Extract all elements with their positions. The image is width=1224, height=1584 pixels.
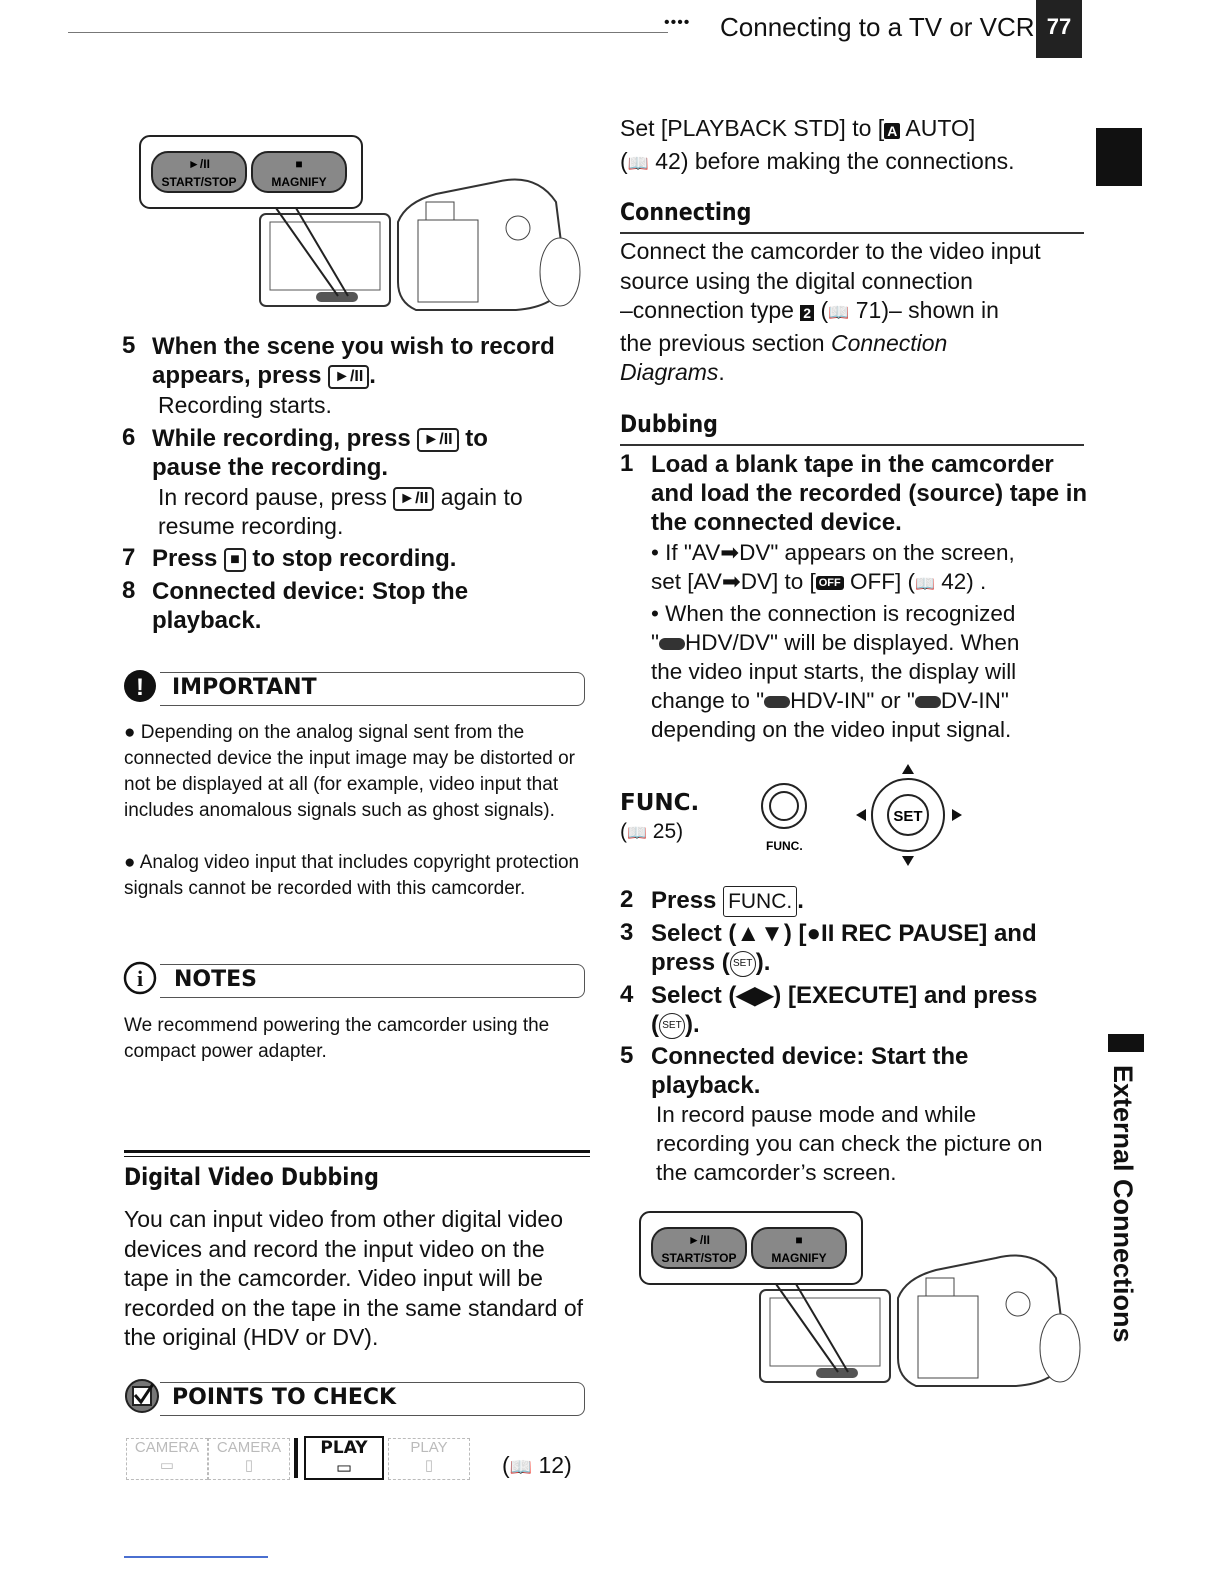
points-header <box>160 1382 585 1416</box>
mode-play-tape: PLAY ▭ <box>304 1436 384 1480</box>
step-number: 3 <box>620 919 634 946</box>
joystick-icon <box>850 760 970 870</box>
notes-text: We recommend powering the camcorder using the compact power adapter. <box>124 1015 550 1062</box>
sub-line: the camcorder’s screen. <box>656 1160 897 1185</box>
bullet-1c: OFF] ( <box>843 569 915 594</box>
bullet-1b: set [AV➡DV] to [ <box>651 569 816 594</box>
important-glyph: ! <box>136 674 144 701</box>
bullet-2d: the video input starts, the display will <box>651 659 1017 684</box>
important-icon <box>122 666 164 708</box>
step-6-sub <box>158 483 578 541</box>
step-text: Connected device: Start the <box>651 1043 969 1070</box>
bullet-1-ref: 42 <box>941 569 967 594</box>
step-text: When the scene you wish to record appears, press <box>152 333 555 389</box>
conn-line-5i: Diagrams <box>620 359 719 385</box>
dvd-title: Digital Video Dubbing <box>124 1163 379 1191</box>
bullet-2a: • When the connection is recognized <box>651 601 1016 626</box>
btn-start-stop-label: START/STOP <box>161 175 237 189</box>
sub-line: recording you can check the picture on <box>656 1131 1043 1156</box>
set-button-icon: SET <box>730 951 756 977</box>
step-text-end: to pause the recording. <box>152 425 488 481</box>
bullet-2b: " <box>651 630 659 655</box>
step-text-end: . <box>369 362 376 389</box>
step-number: 7 <box>122 544 136 571</box>
btn-start-stop-top: ►/II <box>688 1233 710 1247</box>
important-item-text: Depending on the analog signal sent from the connected device the input image may be distorted or not be displayed at all (for example, video input that includes anomalous signals such as ghost signals). <box>124 722 575 821</box>
bullet-2h: depending on the video input signal. <box>651 717 1012 742</box>
connecting-text: Connect the camcorder to the video input source using the digital connection –connection type 2 (📖 71)– shown in the previous section Connection Diagrams. <box>620 238 1041 385</box>
conn-line-1: Connect the camcorder to the video input <box>620 238 1041 264</box>
step-text-b: ( <box>651 1011 659 1038</box>
bullet-1d: ) . <box>966 569 987 594</box>
section-rule-heavy <box>124 1150 590 1153</box>
stop-key: ■ <box>224 548 246 572</box>
step-text-c: ). <box>685 1011 700 1038</box>
header-title: Connecting to a TV or VCR <box>720 12 1035 42</box>
step-text: Select (◀▶) [EXECUTE] and press <box>651 982 1038 1009</box>
intro-a: Set [PLAYBACK STD] to [ <box>620 115 885 141</box>
intro-b: AUTO] <box>900 115 976 141</box>
step-text: Connected device: Stop the playback. <box>152 578 469 634</box>
camcorder-illustration-bottom <box>636 1208 1086 1398</box>
connecting-title: Connecting <box>620 198 752 226</box>
conn-line-4i: Connection <box>830 329 948 356</box>
side-marker-top <box>1096 128 1142 186</box>
step-number: 1 <box>620 450 634 477</box>
conn-line-3c: )– shown in <box>881 297 999 323</box>
btn-start-stop-label: START/STOP <box>661 1251 737 1265</box>
dub-step-5-sub <box>656 1100 1096 1187</box>
sub-text: In record pause, press <box>158 484 394 510</box>
intro-text: Set [PLAYBACK STD] to [ A AUTO] (📖 42) before making the connections. <box>620 115 1015 174</box>
step-number: 2 <box>620 886 634 913</box>
conn-line-2: source using the digital connection <box>620 267 973 294</box>
dub-bullets: • If "AV➡DV" appears on the screen, set [AV➡DV] to [ OFF OFF] (📖 42) . • When the connection is recognized " HDV/DV" will be displayed. When the video input starts, the display will change to " HDV-IN" or " DV-IN" depending on the video input signal. <box>651 540 1020 742</box>
step-text: Select (▲▼) [●II REC PAUSE] and <box>651 920 1037 947</box>
side-marker-mid <box>1108 1034 1144 1052</box>
mode-label: PLAY <box>410 1439 448 1456</box>
intro-ref: 42 <box>655 147 681 174</box>
bullet-2g: DV-IN" <box>940 688 1009 713</box>
step-text-end: to stop recording. <box>245 545 457 572</box>
hdv-icon <box>659 638 685 650</box>
play-pause-key: ►/II <box>393 487 434 511</box>
set-button-icon: SET <box>659 1013 685 1039</box>
notes-icon <box>122 958 164 1000</box>
step-5-sub: Recording starts. <box>158 392 332 418</box>
notes-label: NOTES <box>174 967 257 992</box>
intro-d: ) before making the connections. <box>680 147 1015 174</box>
step-number: 4 <box>620 981 634 1008</box>
func-ref-number: 25 <box>652 820 677 843</box>
step-number: 5 <box>620 1042 634 1069</box>
sub-text-end: again to resume recording. <box>158 484 523 539</box>
important-item-2: ● Analog video input that includes copyright protection signals cannot be recorded with this camcorder. <box>124 852 580 899</box>
step-text-c: ). <box>755 949 771 976</box>
mode-label: PLAY <box>320 1438 368 1458</box>
btn-magnify-label: MAGNIFY <box>771 1251 827 1265</box>
mode-camera-card: CAMERA ▯ <box>208 1438 290 1480</box>
step-text-b: playback. <box>651 1072 761 1099</box>
important-label: IMPORTANT <box>172 675 317 700</box>
auto-icon: A <box>884 123 900 139</box>
bullet-2f: HDV-IN" or " <box>790 688 915 713</box>
off-icon: OFF <box>816 576 844 590</box>
points-ref-number: 12 <box>538 1452 565 1478</box>
mode-label: CAMERA <box>134 1439 200 1456</box>
step-text: Load a blank tape in the camcorder and load the recorded (source) tape in the connected device. <box>651 451 1088 536</box>
connecting-rule <box>620 232 1084 234</box>
btn-magnify-top: ■ <box>795 1233 803 1247</box>
btn-start-stop-top: ►/II <box>188 157 210 171</box>
points-icon <box>122 1376 164 1418</box>
dubbing-rule <box>620 444 1084 446</box>
conn-line-3a: –connection type <box>620 297 801 323</box>
important-item-1: ● Depending on the analog signal sent from the connected device the input image may be distorted or not be displayed at all (for example, video input that includes anomalous signals such as ghost signals). <box>124 722 575 821</box>
page-number: 77 <box>1036 0 1082 58</box>
step-number: 8 <box>122 577 136 604</box>
mode-play-card: PLAY ▯ <box>388 1438 470 1480</box>
hdv-icon <box>915 696 941 708</box>
mode-label: CAMERA <box>216 1439 282 1456</box>
step-text-b: press ( <box>651 949 730 976</box>
step-number: 6 <box>122 424 136 451</box>
sub-line: In record pause mode and while <box>656 1102 977 1127</box>
conn-line-3b: ( <box>814 297 829 323</box>
set-label: SET <box>893 808 923 825</box>
bullet-2c: HDV/DV" will be displayed. When <box>685 630 1020 655</box>
header-rule <box>68 32 668 33</box>
btn-magnify-label: MAGNIFY <box>271 175 327 189</box>
conn-line-4a: the previous section <box>620 329 831 356</box>
func-key: FUNC. <box>723 886 797 917</box>
notes-glyph: i <box>136 966 144 991</box>
conn-line-5b: . <box>718 359 725 385</box>
points-label: POINTS TO CHECK <box>172 1385 397 1410</box>
bullet-2e: change to " <box>651 688 765 713</box>
camcorder-illustration-top <box>136 132 586 322</box>
func-ref: (📖 25) <box>620 820 684 843</box>
notes-header <box>160 964 585 998</box>
step-text: While recording, press <box>152 425 418 452</box>
hdv-icon <box>764 696 790 708</box>
side-tab <box>1104 1065 1144 1385</box>
important-item-text: Analog video input that includes copyright protection signals cannot be recorded with this camcorder. <box>124 852 580 899</box>
step-text-end: . <box>797 887 804 914</box>
conn-ref: 71 <box>855 297 882 323</box>
func-button-icon <box>744 766 814 856</box>
side-tab-label: External Connections <box>1108 1065 1138 1343</box>
important-header <box>160 672 585 706</box>
section-rule-light <box>124 1156 590 1157</box>
step-text: Press <box>651 887 724 914</box>
dvd-text: You can input video from other digital video devices and record the input video on the tape in the camcorder. Video input will be recorded on the tape in the same standard of the original (HDV or DV). <box>124 1206 584 1350</box>
bottom-link-line <box>124 1556 268 1558</box>
btn-magnify-top: ■ <box>295 157 303 171</box>
dubbing-title: Dubbing <box>620 410 718 438</box>
step-text: Press <box>152 545 225 572</box>
mode-camera-tape: CAMERA ▭ <box>126 1438 208 1480</box>
intro-c: ( <box>620 147 628 174</box>
func-small-label: FUNC. <box>766 839 803 853</box>
play-pause-key: ►/II <box>328 365 369 389</box>
step-number: 5 <box>122 332 136 359</box>
bullet-1a: • If "AV➡DV" appears on the screen, <box>651 540 1015 565</box>
points-ref: (📖 12) <box>502 1452 572 1478</box>
connection-type-icon: 2 <box>800 305 814 321</box>
mode-divider <box>294 1438 298 1478</box>
play-pause-key: ►/II <box>417 428 458 452</box>
func-label: FUNC. <box>620 790 700 816</box>
header-dots: •••• <box>664 14 691 31</box>
